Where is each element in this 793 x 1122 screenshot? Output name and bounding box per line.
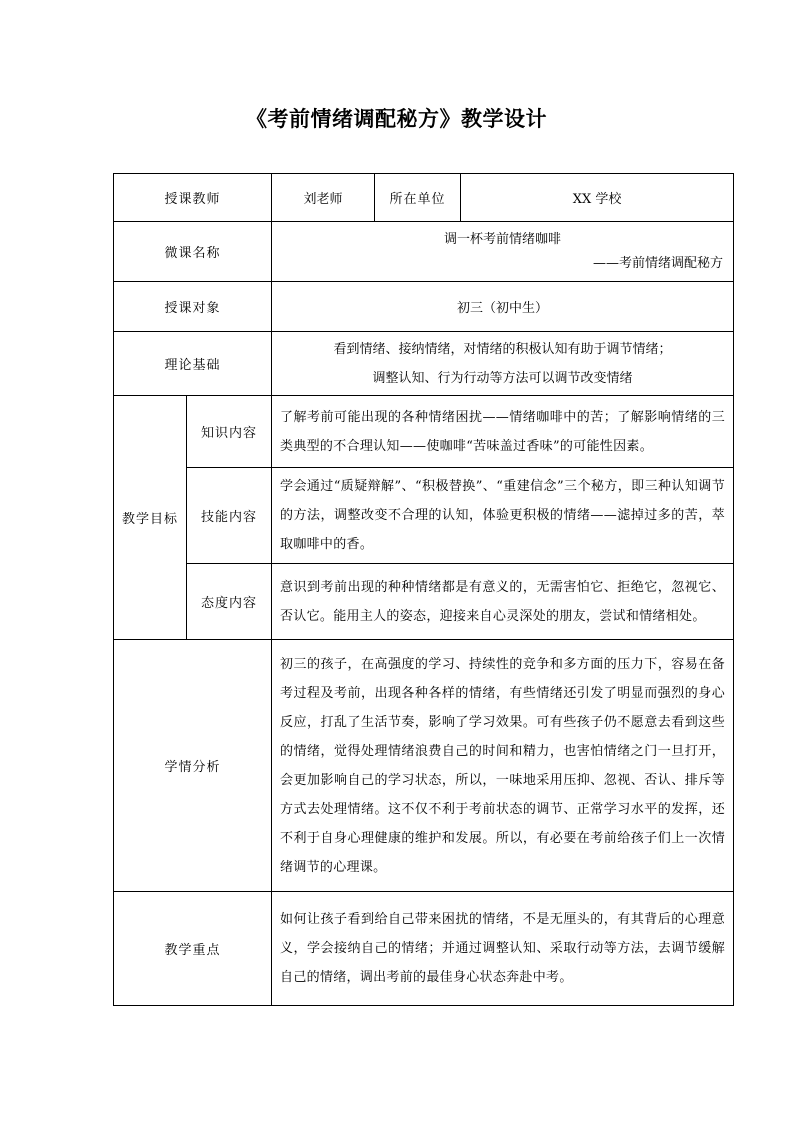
- teacher-value: 刘老师: [272, 174, 375, 222]
- skill-label: 技能内容: [187, 468, 272, 564]
- skill-text: 学会通过“质疑辩解”、“积极替换”、“重建信念”三个秘方，即三种认知调节的方法，调整改变不合理的认知，体验更积极的情绪——滤掉过多的苦，萃取咖啡中的香。: [272, 468, 734, 564]
- theory-label: 理论基础: [114, 332, 272, 396]
- analysis-text: 初三的孩子，在高强度的学习、持续性的竞争和多方面的压力下，容易在备考过程及考前，出现各种各样的情绪，有些情绪还引发了明显而强烈的身心反应，打乱了生活节奏，影响了学习效果。可有些孩子仍不愿意去看到这些的情绪，觉得处理情绪浪费自己的时间和精力，也害怕情绪之门一旦打开，会更加影响自己的学习状态，所以，一味地采用压抑、忽视、否认、排斥等方式去处理情绪。这不仅不利于考前状态的调节、正常学习水平的发挥，还不利于自身心理健康的维护和发展。所以，有必要在考前给孩子们上一次情绪调节的心理课。: [272, 640, 734, 892]
- unit-value: XX 学校: [461, 174, 734, 222]
- lesson-plan-table: [113, 173, 734, 1006]
- knowledge-text: 了解考前可能出现的各种情绪困扰——情绪咖啡中的苦；了解影响情绪的三类典型的不合理认知——使咖啡“苦味盖过香味”的可能性因素。: [272, 396, 734, 468]
- teacher-label: 授课教师: [114, 174, 272, 222]
- unit-label: 所在单位: [375, 174, 461, 222]
- row-analysis: [114, 640, 734, 892]
- row-course: [114, 222, 734, 282]
- theory-value: [272, 332, 734, 396]
- attitude-label: 态度内容: [187, 564, 272, 640]
- knowledge-label: 知识内容: [187, 396, 272, 468]
- attitude-text: 意识到考前出现的种种情绪都是有意义的，无需害怕它、拒绝它，忽视它、否认它。能用主人的姿态，迎接来自心灵深处的朋友，尝试和情绪相处。: [272, 564, 734, 640]
- row-attitude: [114, 564, 734, 640]
- row-focus: [114, 892, 734, 1006]
- audience-label: 授课对象: [114, 282, 272, 332]
- theory-line-1: 看到情绪、接纳情绪，对情绪的积极认知有助于调节情绪；: [333, 341, 672, 357]
- focus-text: 如何让孩子看到给自己带来困扰的情绪，不是无厘头的，有其背后的心理意义，学会接纳自己的情绪；并通过调整认知、采取行动等方法，去调节缓解自己的情绪，调出考前的最佳身心状态奔赴中考。: [272, 892, 734, 1006]
- goals-label: 教学目标: [114, 396, 187, 640]
- row-teacher: [114, 174, 734, 222]
- focus-label: 教学重点: [114, 892, 272, 1006]
- course-title: 调一杯考前情绪咖啡: [444, 231, 562, 247]
- row-theory: [114, 332, 734, 396]
- row-knowledge: [114, 396, 734, 468]
- theory-line-2: 调整认知、行为行动等方法可以调节改变情绪: [372, 370, 633, 386]
- row-audience: [114, 282, 734, 332]
- row-skill: [114, 468, 734, 564]
- analysis-label: 学情分析: [114, 640, 272, 892]
- course-label: 微课名称: [114, 222, 272, 282]
- course-subtitle: ——考前情绪调配秘方: [593, 255, 724, 271]
- course-value: [272, 222, 734, 282]
- document-title: 《考前情绪调配秘方》教学设计: [246, 106, 547, 131]
- audience-value: 初三（初中生）: [272, 282, 734, 332]
